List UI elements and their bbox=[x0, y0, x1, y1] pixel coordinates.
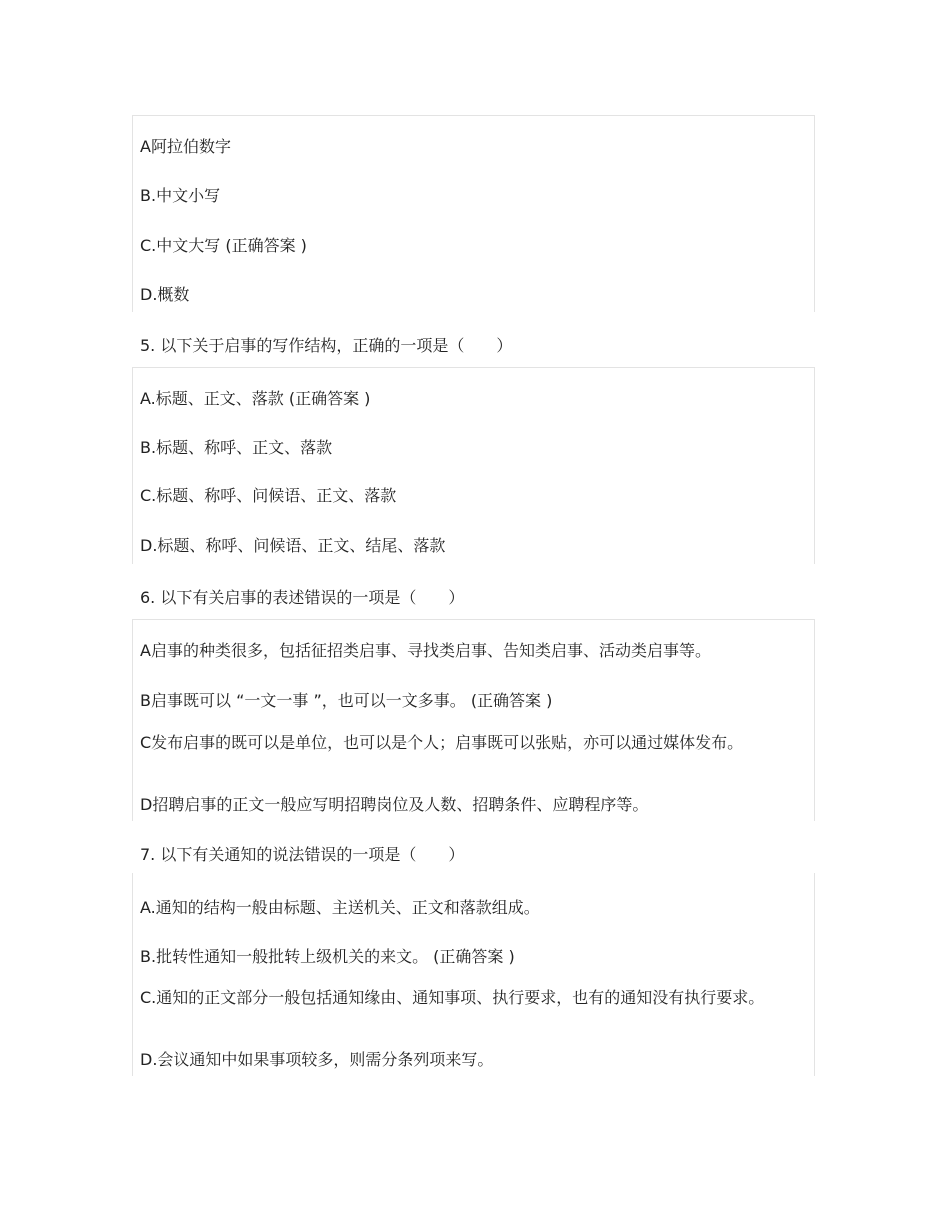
q5-option-d: D.标题、称呼、问候语、正文、结尾、落款 bbox=[140, 536, 446, 555]
q4-option-c: C.中文大写 (正确答案 ) bbox=[140, 236, 307, 255]
q6-option-c: C发布启事的既可以是单位，也可以是个人；启事既可以张贴，亦可以通过媒体发布。 bbox=[140, 733, 744, 752]
q4-options-box bbox=[132, 115, 815, 312]
q7-option-a: A.通知的结构一般由标题、主送机关、正文和落款组成。 bbox=[140, 898, 540, 917]
q4-option-a: A阿拉伯数字 bbox=[140, 137, 231, 156]
q5-question: 5. 以下关于启事的写作结构，正确的一项是（ ） bbox=[140, 336, 513, 355]
q7-option-b: B.批转性通知一般批转上级机关的来文。 (正确答案 ) bbox=[140, 947, 515, 966]
q7-options-box bbox=[132, 873, 815, 1076]
q6-option-a: A启事的种类很多，包括征招类启事、寻找类启事、告知类启事、活动类启事等。 bbox=[140, 641, 711, 660]
q7-option-d: D.会议通知中如果事项较多，则需分条列项来写。 bbox=[140, 1050, 494, 1069]
q4-option-d: D.概数 bbox=[140, 285, 190, 304]
q5-option-c: C.标题、称呼、问候语、正文、落款 bbox=[140, 486, 397, 505]
q5-options-box bbox=[132, 367, 815, 564]
q6-question: 6. 以下有关启事的表述错误的一项是（ ） bbox=[140, 588, 465, 607]
q6-options-box bbox=[132, 619, 815, 821]
q7-option-c: C.通知的正文部分一般包括通知缘由、通知事项、执行要求，也有的通知没有执行要求。 bbox=[140, 988, 765, 1007]
q5-option-a: A.标题、正文、落款 (正确答案 ) bbox=[140, 389, 371, 408]
q7-question: 7. 以下有关通知的说法错误的一项是（ ） bbox=[140, 845, 465, 864]
q4-option-b: B.中文小写 bbox=[140, 186, 221, 205]
q5-option-b: B.标题、称呼、正文、落款 bbox=[140, 438, 333, 457]
q6-option-d: D招聘启事的正文一般应写明招聘岗位及人数、招聘条件、应聘程序等。 bbox=[140, 795, 649, 814]
q6-option-b: B启事既可以 “一文一事 ”，也可以一文多事。 (正确答案 ) bbox=[140, 691, 553, 710]
